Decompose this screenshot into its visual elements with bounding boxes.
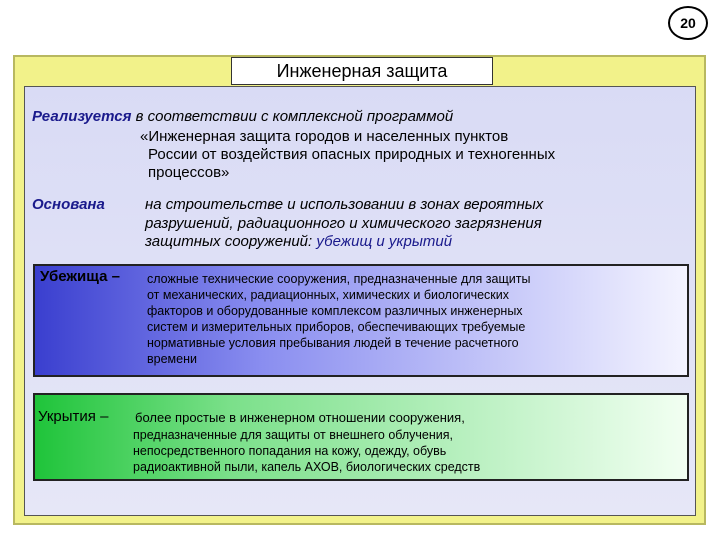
shelters-line-1: сложные технические сооружения, предназначенные для защиты xyxy=(147,272,531,286)
shelters-line-2: от механических, радиационных, химических и биологических xyxy=(147,288,509,302)
covers-line-2: предназначенные для защиты от внешнего облучения, xyxy=(133,428,454,442)
shelters-line-4: систем и измерительных приборов, обеспечивающих требуемые xyxy=(147,320,526,334)
slide-title: Инженерная защита xyxy=(231,57,493,85)
realized-keyword: Реализуется xyxy=(32,108,132,125)
page-number-badge xyxy=(668,6,708,40)
shelters-line-3: факторов и оборудованные комплексом различных инженерных xyxy=(147,304,523,318)
based-line-3 xyxy=(145,233,452,251)
covers-line-4: радиоактивной пыли, капель АХОВ, биологических средств xyxy=(133,460,481,474)
realized-line-2: «Инженерная защита городов и населенных пунктов xyxy=(140,128,509,145)
covers-line-3: непосредственного попадания на кожу, одежду, обувь xyxy=(133,444,447,458)
based-line-2: разрушений, радиационного и химического загрязнения xyxy=(145,215,542,232)
realized-line-4: процессов» xyxy=(148,164,230,181)
shelters-line-5: нормативные условия пребывания людей в течение расчетного xyxy=(147,336,519,350)
covers-line-1: более простые в инженерном отношении сооружения, xyxy=(135,410,465,425)
shelters-line-6: времени xyxy=(147,352,197,366)
realized-rest: в соответствии с комплексной программой xyxy=(131,108,454,125)
based-highlight: убежищ и укрытий xyxy=(316,233,453,250)
shelters-term: Убежища – xyxy=(40,268,120,285)
covers-term: Укрытия – xyxy=(38,408,109,425)
based-line-1: на строительстве и использовании в зонах вероятных xyxy=(145,196,544,213)
realized-line-1 xyxy=(32,108,453,126)
based-keyword: Основана xyxy=(32,196,105,213)
realized-line-3: России от воздействия опасных природных и техногенных xyxy=(148,146,556,163)
page-number: 20 xyxy=(680,15,696,31)
based-line-3-prefix: защитных сооружений: xyxy=(145,233,317,250)
